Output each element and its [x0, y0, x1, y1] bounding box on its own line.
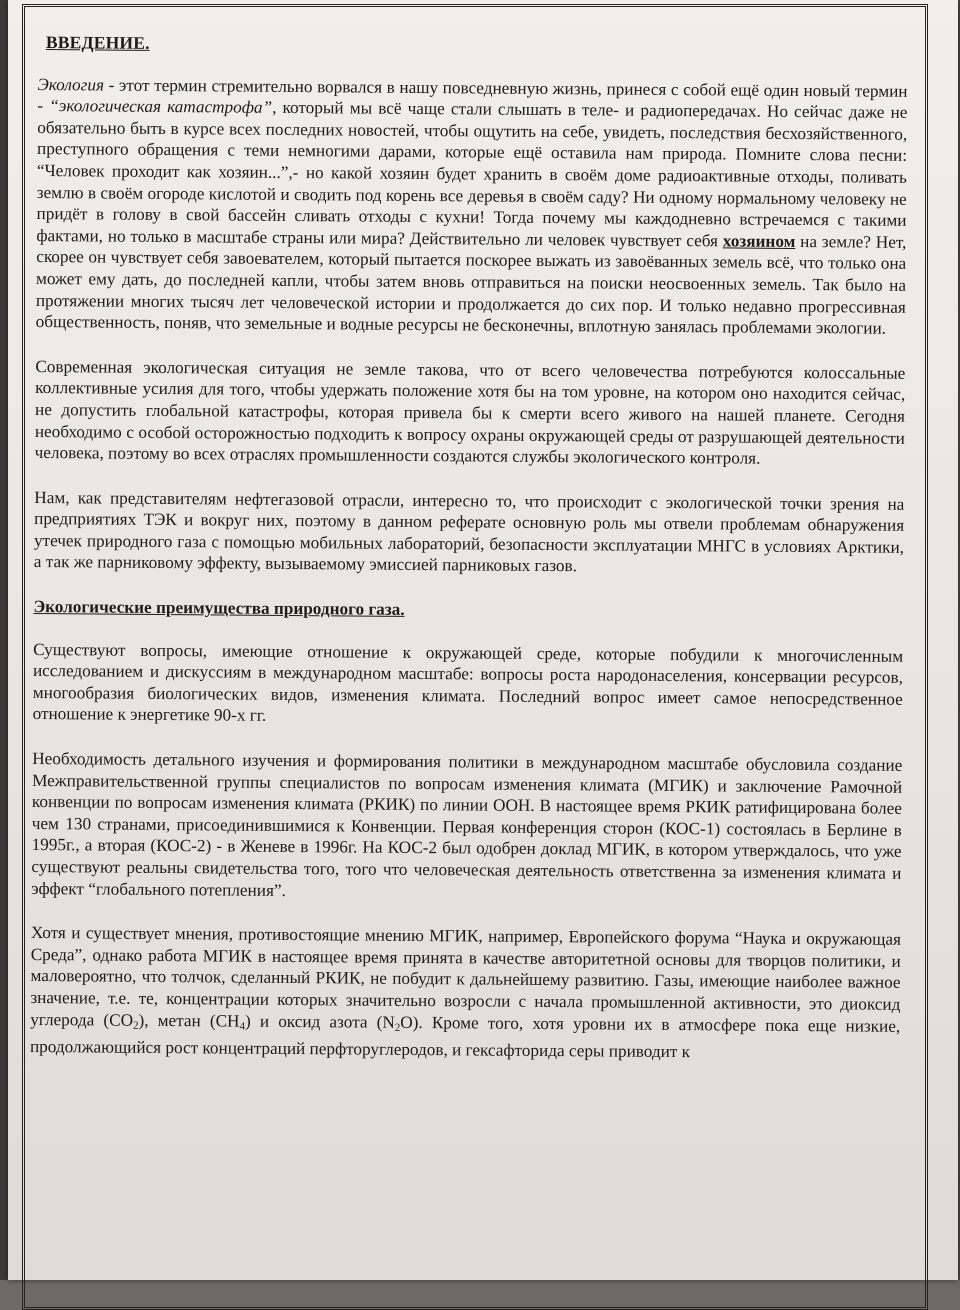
paragraph-5 [31, 748, 902, 906]
paragraph-6 [30, 922, 901, 1064]
paragraph-3 [34, 487, 905, 580]
section-heading: Экологические преимущества природного газа. [33, 597, 405, 619]
intro-text-2: , который мы всё чаще стали слышать в теле- и радиопередачах. Но сейчас даже не обязательно быть в курсе всех последних новостей, чтобы ощутить на себе, увидеть, последствия бесхозяйственного, преступного обращения с теми немногими дарами, которые ещё оставила нам природа. Помните слова песни: “Человек проходит как хозяин...”,- но какой хозяин будет хранить в своём доме радиоактивные отходы, поливать землю в своём огороде кислотой и сводить под корень все деревья в своём саду? Ни одному нормальному человеку не придёт в голову в свой бассейн сливать отходы с кухни! Тогда почему мы каждодневно встречаемся с такими фактами, но только в масштабе страны или мира? Действительно ли человек чувствует себя [36, 98, 908, 251]
ch4-subscript: 4 [239, 1020, 246, 1033]
catastrophe-term: “экологическая катастрофа” [49, 96, 273, 118]
intro-text-3: на земле? Нет, скорее он чувствует себя завоевателем, который пытается поскорее выжать из завоёванных земель всё, что только она может ему дать, до последней капли, чтобы затем вновь отправиться на поиски неосвоенных земель. Так было на протяжении многих тысяч лет человеческой истории и продолжается до сих пор. И только недавно прогрессивная общественность, поняв, что земельные и водные ресурсы не бесконечны, вплотную занялась проблемами экологии. [35, 231, 907, 338]
paragraph-6-text-4: O). Кроме того, хотя уровни их в атмосфере пока еще низкие, продолжающийся рост концентраций перфторуглеродов, и гексафторида серы приводит к [29, 1012, 901, 1062]
paragraph-2 [35, 356, 906, 471]
co2-subscript: 2 [132, 1019, 139, 1032]
intro-paragraph [36, 74, 908, 340]
document-body [30, 32, 908, 1088]
paragraph-6-text-2: ), метан (CH [138, 1010, 240, 1031]
paragraph-5-text: Необходимость детального изучения и формирования политики в международном масштабе обусловила создание Межправительственной группы специалистов по вопросам изменения климата (МГИК) и заключение Рамочной конвенции по вопросам изменения климата (РКИК) по линии ООН. В настоящее время РКИК ратифицирована более чем 130 странами, присоединившимися к Конвенции. Первая конференция сторон (КОС-1) состоялась в Берлине в 1995г., а вторая (КОС-2) - в Женеве в 1996г. На КОС-2 был одобрен доклад МГИК, в котором утверждалось, что уже существуют реальны свидетельства того, того что человеческая деятельность ответственна за изменения климата и эффект “глобального потепления”. [31, 749, 903, 900]
intro-text-1: - этот термин стремительно ворвался в нашу повседневную жизнь, принеся с собой ещё один новый термин - [37, 75, 908, 116]
owner-word: хозяином [722, 231, 796, 251]
document-heading: ВВЕДЕНИЕ. [45, 32, 150, 53]
paragraph-3-text: Нам, как представителям нефтегазовой отрасли, интересно то, что происходит с экологической точки зрения на предприятиях ТЭК и вокруг них, поэтому в данном реферате основную роль мы отвели проблемам обнаружения утечек природного газа с помощью мобильных лабораторий, безопасности эксплуатации МНГС в условиях Арктики, а так же парниковому эффекту, вызываемому эмиссией парниковых газов. [33, 487, 905, 576]
ecology-term: Экология [37, 74, 105, 95]
paragraph-4-text: Существуют вопросы, имеющие отношение к окружающей среде, которые побудили к многочисленным исследованием и дискуссиям в международном масштабе: вопросы роста народонаселения, консервации ресурсов, многообразия биологических видов, изменения климата. Последний вопрос имеет самое непосредственное отношение к энергетике 90-х гг. [32, 639, 904, 726]
paragraph-6-text-1: Хотя и существует мнения, противостоящие мнению МГИК, например, Европейского форума “Наука и окружающая Среда”, однако работа МГИК в настоящее время принята в качестве авторитетной основы для творцов политики, и маловероятно, что толчок, сделанный РКИК, не побудит к дальнейшему развитию. Газы, имеющие наиболее важное значение, т.е. те, концентрации которых значительно возросли с начала промышленной активности, это диоксид углерода (CO [30, 923, 901, 1030]
n2o-subscript: 2 [394, 1021, 401, 1034]
paragraph-4 [33, 639, 904, 732]
paragraph-2-text: Современная экологическая ситуация не земле такова, что от всего человечества потребуются колоссальные коллективные усилия для того, чтобы удержать положение хотя бы на том уровне, на котором оно находится сейчас, не допустить глобальной катастрофы, которая привела бы к смерти всего живого на нашей планете. Сегодня необходимо с особой осторожностью подходить к вопросу охраны окружающей среды от разрушающей деятельности человека, поэтому во всех отраслях промышленности создаются службы экологического контроля. [34, 356, 906, 468]
paragraph-6-text-3: ) и оксид азота (N [244, 1011, 395, 1032]
